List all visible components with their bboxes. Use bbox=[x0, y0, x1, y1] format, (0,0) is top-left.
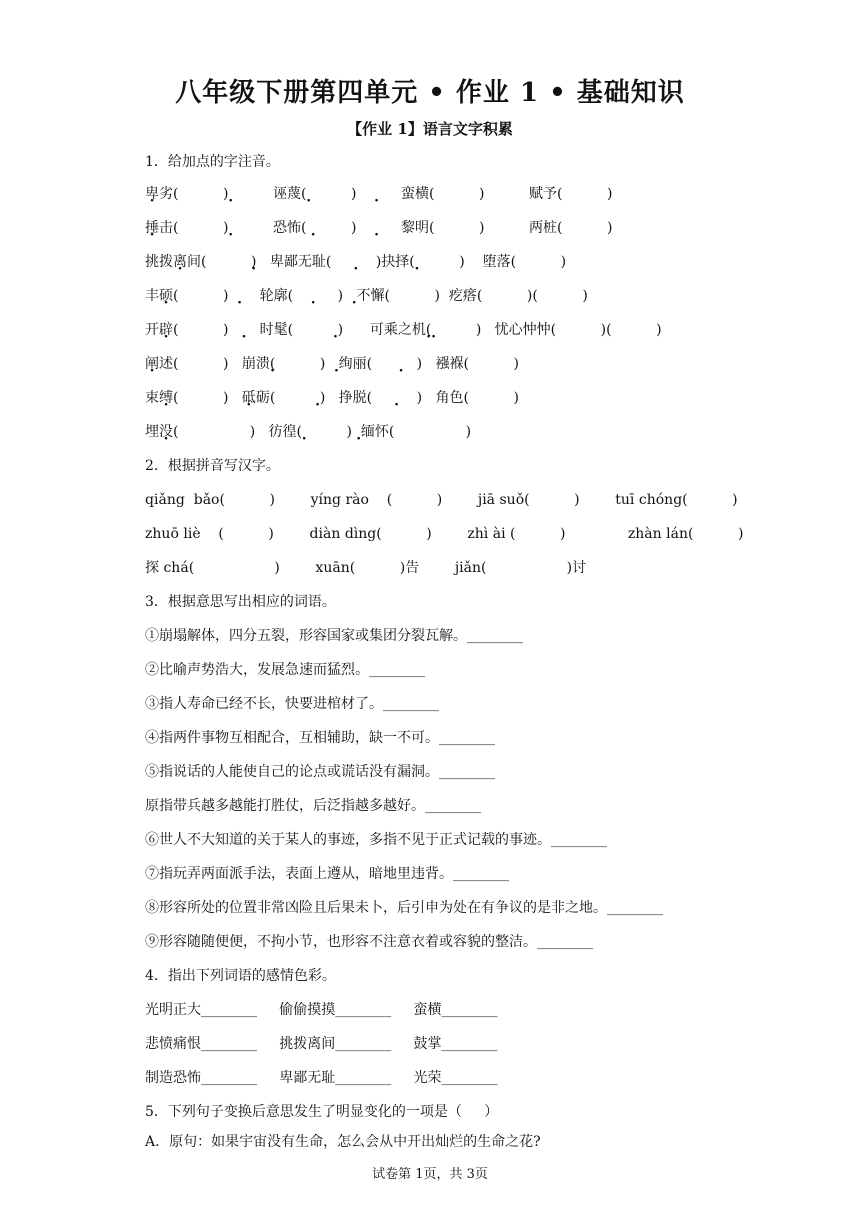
text-line: 3．根据意思写出相应的词语。 bbox=[145, 594, 336, 610]
text-line: 开辟( ) · 时髦( · ) 可乘之机( · · ) 忧心忡忡( )( ) bbox=[145, 320, 662, 340]
text-line: 制造恐怖________ 卑鄙无耻________ 光荣________ bbox=[145, 1070, 498, 1086]
text-line: 埋没( ) 彷徨( · ) · 缅怀( ) bbox=[145, 422, 471, 442]
text-line: 4．指出下列词语的感情色彩。 bbox=[145, 968, 336, 984]
text-line: 光明正大________ 偷偷摸摸________ 蛮横________ bbox=[145, 1002, 498, 1018]
text-line: 丰硕( ) · 轮廓( · ) · 不懈( ) 疙瘩( )( ) bbox=[145, 286, 588, 306]
text-line: ②比喻声势浩大，发展急速而猛烈。________ bbox=[145, 662, 425, 678]
text-line: ⑦指玩弄两面派手法，表面上遵从，暗地里违背。________ bbox=[145, 866, 509, 882]
text-line: ⑧形容所处的位置非常凶险且后果未卜，后引申为处在有争议的是非之地。________ bbox=[145, 900, 663, 916]
text-line: ③指人寿命已经不长，快要进棺材了。________ bbox=[145, 696, 439, 712]
text-line: ⑥世人不大知道的关于某人的事迹，多指不见于正式记载的事迹。________ bbox=[145, 832, 607, 848]
text-line: zhuō liè ( ) diàn dìng( ) zhì ài ( ) zhàn lán( ) bbox=[145, 526, 744, 542]
text-line: 挑拨离间( ) · 卑鄙无耻( · )抉择( · ) 堕落( ) bbox=[145, 252, 566, 272]
text-line: qiǎng bǎo( ) yíng rào ( ) jiā suǒ( ) tuī chóng( ) bbox=[145, 492, 738, 508]
text-line: ①崩塌解体，四分五裂，形容国家或集团分裂瓦解。________ bbox=[145, 628, 523, 644]
text-line: 原指带兵越多越能打胜仗，后泛指越多越好。________ bbox=[145, 798, 481, 814]
text-line: 探 chá( ) xuān( )告 jiǎn( )讨 bbox=[145, 560, 587, 576]
text-line: 阐述( ) 崩溃( · ) · 绚丽( · ) 襁褓( ) bbox=[145, 354, 519, 374]
text-line: ⑤指说话的人能使自己的论点或谎话没有漏洞。________ bbox=[145, 764, 495, 780]
text-line: 捶击( ) · 恐怖( · ) · 黎明( ) 两桩( ) bbox=[145, 218, 612, 238]
text-line: 卑劣( ) · 诬蔑( · ) · 蛮横( ) 赋予( ) bbox=[145, 184, 612, 204]
page-title: 八年级下册第四单元 • 作业 1 • 基础知识 bbox=[175, 78, 685, 108]
text-line: 2．根据拼音写汉字。 bbox=[145, 458, 280, 474]
text-line: 束缚( ) 砥砺( · ) 挣脱( · ) 角色( ) bbox=[145, 388, 519, 408]
text-line: 1．给加点的字注音。 bbox=[145, 154, 280, 170]
text-line: 悲愤痛恨________ 挑拨离间________ 鼓掌________ bbox=[145, 1036, 498, 1052]
text-line: A．原句：如果宇宙没有生命，怎么会从中开出灿烂的生命之花? bbox=[145, 1134, 541, 1150]
text-line: 5．下列句子变换后意思发生了明显变化的一项是（ ） bbox=[145, 1104, 499, 1120]
section-title: 【作业 1】语言文字积累 bbox=[347, 120, 513, 138]
text-line: ④指两件事物互相配合，互相辅助，缺一不可。________ bbox=[145, 730, 495, 746]
text-line: ⑨形容随随便便，不拘小节，也形容不注意衣着或容貌的整洁。________ bbox=[145, 934, 593, 950]
page-footer: 试卷第 1页，共 3页 bbox=[372, 1167, 488, 1182]
